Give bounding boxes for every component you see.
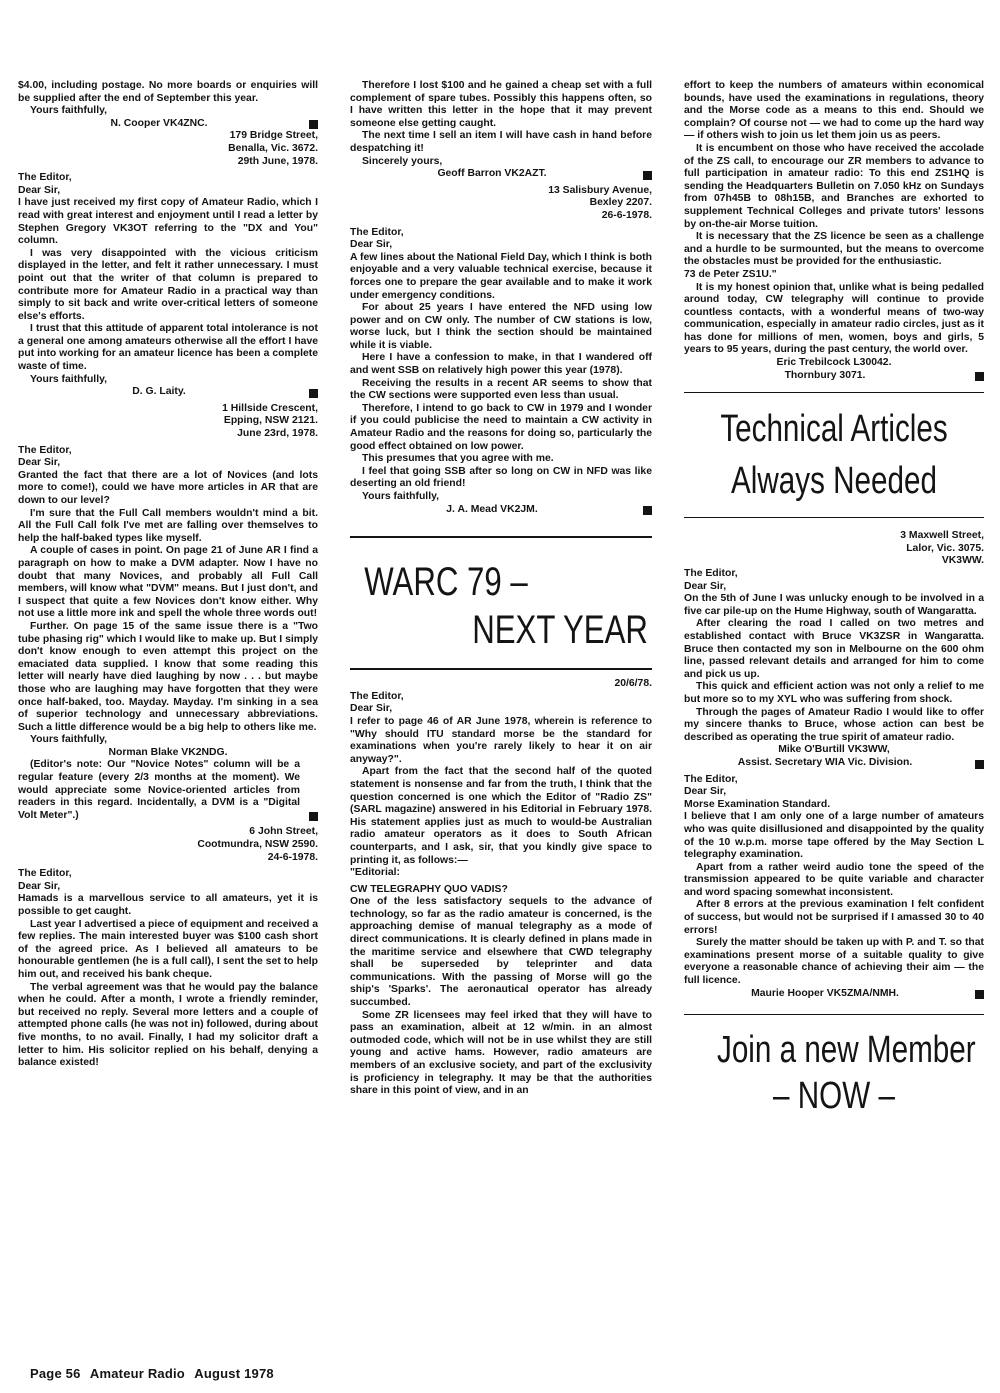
text-paragraph: June 23rd, 1978.	[237, 428, 318, 440]
join-rule-top	[684, 1014, 984, 1015]
warc-banner	[350, 536, 652, 670]
text-paragraph: I feel that going SSB after so long on CW in NFD was like deserting an old friend!	[350, 465, 652, 490]
text-paragraph: 73 de Peter ZS1U."	[684, 268, 777, 280]
text-paragraph: The Editor,	[18, 868, 72, 880]
text-paragraph: Dear Sir,	[18, 457, 61, 469]
text-paragraph: Dear Sir,	[684, 580, 727, 592]
text-paragraph: Apart from a rather weird audio tone the speed of the transmission appeared to be quite variable and character and word spacing somewhat inconsistent.	[684, 861, 984, 898]
text-paragraph: Some ZR licensees may feel irked that they will have to pass an examination, albeit at 12 w/min. in an almost outmoded code, which will not be in use whilst they are still young and active hams. However, radio amateurs are members of an exclusive society, and part of the exclusivity is proficiency in telegraphy. It may be that the authorities share in this point of view, and in an	[350, 1009, 652, 1097]
text-paragraph: Last year I advertised a piece of equipment and received a few replies. The main interested buyer was $100 cash short of the agreed price. As I believed all amateurs to be honourable gentlemen (he is a full call), I sent the set to help him out, and received his bank cheque.	[18, 918, 318, 980]
text-paragraph: I'm sure that the Full Call members wouldn't mind a bit. All the Full Call folk I've met are falling over themselves to help the half-baked types like myself.	[18, 507, 318, 544]
text-paragraph: effort to keep the numbers of amateurs within economical bounds, have used the examinations in regulations, theory and the Morse code as a means to this end. Should we complain? Of course not — we had to come up the hard way — if others wish to join us let them join us as peers.	[684, 80, 984, 142]
warc-title-line2: NEXT YEAR	[472, 608, 648, 653]
text-paragraph: Dear Sir,	[350, 703, 393, 715]
letters-col1	[18, 80, 318, 1070]
text-paragraph: Eric Trebilcock L30042.	[776, 357, 892, 369]
footer-page-number: Page 56	[30, 1366, 81, 1381]
text-paragraph: Surely the matter should be taken up with P. and T. so that examinations present morse of a suitable quality to give everyone a reasonable chance of achieving their aim — the full licence.	[684, 937, 984, 987]
footer-magazine: Amateur Radio	[89, 1366, 185, 1381]
letters-col3-top	[684, 80, 984, 382]
join-title-line2: – NOW –	[773, 1075, 895, 1118]
text-paragraph: 24-6-1978.	[267, 851, 318, 863]
text-paragraph: CW TELEGRAPHY QUO VADIS?	[350, 883, 508, 895]
letters-col2-top	[350, 80, 652, 516]
text-paragraph: Geoff Barron VK2AZT.	[350, 168, 652, 181]
text-paragraph: "Editorial:	[350, 867, 400, 879]
tech-rule-bottom	[684, 517, 984, 518]
text-paragraph: Yours faithfully,	[30, 734, 107, 746]
letters-col3-bottom	[684, 530, 984, 1000]
text-paragraph: 26-6-1978.	[601, 209, 652, 221]
text-paragraph: Norman Blake VK2NDG.	[108, 746, 228, 758]
text-paragraph: I refer to page 46 of AR June 1978, wherein is reference to "Why should ITU standard morse be the standard for examinations when you're rarely likely to hear it on air anyway?".	[350, 715, 652, 765]
column-middle	[350, 80, 652, 1098]
text-paragraph: Dear Sir,	[18, 880, 61, 892]
text-paragraph: The Editor,	[684, 568, 738, 580]
text-paragraph: It is encumbent on those who have received the accolade of the ZS call, to encourage our ZR members to advance to full participation in amateur radio: To this end ZS1HQ is sending the Headquarters Bulletin on 7.050 kHz on Sundays from 07h45B to 08h15B, and Branches are exhorted to supplement Technical Colleges and private tutors' lessons by on-the-air Morse tuition.	[684, 142, 984, 230]
text-paragraph: Receiving the results in a recent AR seems to show that the CW sections were supported even less than usual.	[350, 377, 652, 402]
text-paragraph: This presumes that you agree with me.	[362, 453, 554, 465]
text-paragraph: 1 Hillside Crescent,	[222, 402, 318, 414]
text-paragraph: 3 Maxwell Street,	[900, 530, 984, 542]
text-paragraph: One of the less satisfactory sequels to the advance of technology, so far as the radio amateur is concerned, is the approaching demise of manual telegraphy as a mode of direct communications. It is clearly defined in plans made in the maritime service and elsewhere that CWD telegraphy shall be superseded by teleprinter and data communications. With the passing of Morse will go the ship's 'Sparks'. The aeronautical operator has already succumbed.	[350, 896, 652, 1009]
text-paragraph: The verbal agreement was that he would pay the balance when he could. After a month, I wrote a friendly reminder, but received no reply. Several more letters and a couple of attempted phone calls (he was not in) followed, during about five months, to no avail. Finally, I had my solicitor draft a letter to him. His solicitor replied on his behalf, denying a balance existed!	[18, 981, 318, 1069]
text-paragraph: Therefore, I intend to go back to CW in 1979 and I wonder if you could publicise the need to maintain a CW activity in Amateur Radio and the reasons for doing so, particularly the good effect obtained on low power.	[350, 402, 652, 452]
text-paragraph: VK3WW.	[941, 555, 984, 567]
tech-title-line1: Technical Articles	[720, 408, 948, 451]
text-paragraph: Dear Sir,	[350, 239, 393, 251]
warc-title-line1: WARC 79 –	[364, 560, 528, 605]
text-paragraph: 13 Salisbury Avenue,	[548, 184, 652, 196]
footer-issue: August 1978	[194, 1366, 274, 1381]
text-paragraph: Cootmundra, NSW 2590.	[197, 839, 318, 851]
text-paragraph: It is necessary that the ZS licence be seen as a challenge and a hurdle to be surmounted, but the means to overcome the obstacles must be provided for the enthusiastic.	[684, 231, 984, 268]
text-paragraph: The Editor,	[684, 773, 738, 785]
text-paragraph: Apart from the fact that the second half of the quoted statement is nonsense and far from the truth, I think that the question concerned is one which the Editor of "Radio ZS" (SARL magazine) answered in his Editorial in February 1978. His statement applies just as much to would-be Australian radio amateur operators as it does to South African counterparts, and I ask, sir, that you kindly give space to printing it, as follows:—	[350, 766, 652, 866]
text-paragraph: The Editor,	[350, 226, 404, 238]
text-paragraph: Hamads is a marvellous service to all amateurs, yet it is possible to get caught.	[18, 893, 318, 917]
tech-title-line2: Always Needed	[731, 460, 937, 503]
text-paragraph: I trust that this attitude of apparent total intolerance is not a general one among amateurs otherwise all the effort I have put into working for an amateur licence has been a complete waste of time.	[18, 323, 318, 373]
text-paragraph: I was very disappointed with the vicious criticism displayed in the letter, and felt it rather unnecessary. I must point out that the writer of that column is prepared to contribute more for Amateur Radio in a practical way than simply to sit back and write over-critical letters of someone else's efforts.	[18, 247, 318, 322]
warc-rule-top	[350, 536, 652, 538]
text-paragraph: Yours faithfully,	[30, 105, 107, 117]
text-paragraph: Sincerely yours,	[362, 155, 443, 167]
text-paragraph: I have just received my first copy of Amateur Radio, which I read with great interest and enjoyment until I read a letter by Stephen Gregory VK3OT referring to the "DX and You" column.	[18, 197, 318, 247]
text-paragraph: Epping, NSW 2121.	[223, 415, 318, 427]
text-paragraph: A couple of cases in point. On page 21 of June AR I find a paragraph on how to make a DVM adapter. Now I have no doubt that many Novices, and probably all Full Call members, will know what "DVM" means. But I just don't, and I suspect that quite a few Novices don't know either. Why not use a little more ink and spell the whole three words out!	[18, 545, 318, 620]
text-paragraph: Lalor, Vic. 3075.	[906, 542, 984, 554]
text-paragraph: Further. On page 15 of the same issue there is a "Two tube phasing rig" which I would like to make up. But I simply don't know enough to even attempt this project on the emaciated data supplied. I know that some reading this letter will nearly have died laughing by now . . . but maybe those who are laughing may have forgotten that they were once half-baked, too. Mayday. Mayday. I'm sinking in a sea of superior technology and unnecessary abbreviations. Such a little difference would be a big help to others like me.	[18, 620, 318, 733]
text-paragraph: The Editor,	[18, 444, 72, 456]
text-paragraph: D. G. Laity.	[18, 386, 318, 399]
text-paragraph: Mike O'Burtill VK3WW,	[778, 744, 890, 756]
join-title-line1: Join a new Member	[717, 1029, 976, 1072]
text-paragraph: Maurie Hooper VK5ZMA/NMH.	[684, 988, 984, 1001]
letters-col2-bottom	[350, 678, 652, 1098]
text-paragraph: For about 25 years I have entered the NFD using low power and on CW only. The number of CW stations is low, worse luck, but I think the section should be maintained while it is viable.	[350, 302, 652, 351]
text-paragraph: Through the pages of Amateur Radio I would like to offer my sincere thanks to Bruce, whose action can best be described as operating the true spirit of amateur radio.	[684, 706, 984, 743]
text-paragraph: Yours faithfully,	[362, 491, 439, 502]
tech-rule-top	[684, 392, 984, 393]
column-right	[684, 80, 984, 1119]
text-paragraph: N. Cooper VK4ZNC.	[18, 118, 318, 131]
text-paragraph: On the 5th of June I was unlucky enough to be involved in a five car pile-up on the Hume Highway, south of Wangaratta.	[684, 593, 984, 617]
text-paragraph: Assist. Secretary WIA Vic. Division.	[684, 757, 984, 770]
page-footer	[30, 1366, 280, 1381]
technical-articles-banner	[684, 392, 984, 518]
text-paragraph: This quick and efficient action was not only a relief to me but more so to my XYL who was suffering from shock.	[684, 681, 984, 705]
text-paragraph: After 8 errors at the previous examination I felt confident of success, but would not be surprised if I amassed 30 to 40 errors!	[684, 899, 984, 936]
text-paragraph: A few lines about the National Field Day, which I think is both enjoyable and a very valuable technical exercise, because it forces one to prepare the gear available and to make it work under emergency conditions.	[350, 251, 652, 301]
text-paragraph: After clearing the road I called on two metres and established contact with Bruce VK3ZSR in Wangaratta. Bruce then contacted my son in Melbourne on the 600 ohm line, passed relevant details and arranged for him to come and pick us up.	[684, 618, 984, 680]
text-paragraph: 29th June, 1978.	[237, 155, 318, 167]
text-paragraph: Yours faithfully,	[30, 373, 107, 385]
text-paragraph: The next time I sell an item I will have cash in hand before despatching it!	[350, 130, 652, 154]
text-paragraph: Granted the fact that there are a lot of Novices (and lots more to come!), could we have more articles in AR that are down to our level?	[18, 469, 318, 506]
warc-rule-bottom	[350, 668, 652, 670]
text-paragraph: The Editor,	[350, 690, 404, 702]
text-paragraph: I believe that I am only one of a large number of amateurs who was quite disillusioned and disappointed by the quality of the 10 w.p.m. morse tape offered by the May Section L telegraphy examination.	[684, 811, 984, 861]
text-paragraph: Therefore I lost $100 and he gained a cheap set with a full complement of spare tubes. Possibly this happens often, so I have written this letter in the hope that it may prevent someone else getting caught.	[350, 80, 652, 129]
text-paragraph: Morse Examination Standard.	[684, 798, 831, 810]
text-paragraph: 20/6/78.	[614, 678, 652, 690]
text-paragraph: (Editor's note: Our "Novice Notes" column will be a regular feature (every 2/3 months at the moment). We would appreciate some Novice-oriented articles from readers in this regard. Incidentally, a DVM is a "Digital Volt Meter".)	[18, 759, 318, 822]
text-paragraph: Here I have a confession to make, in that I wandered off and went SSB on relatively high power this year (1978).	[350, 352, 652, 377]
text-paragraph: The Editor,	[18, 172, 72, 184]
text-paragraph: 179 Bridge Street,	[229, 130, 318, 142]
text-paragraph: J. A. Mead VK2JM.	[350, 504, 652, 517]
text-paragraph: Benalla, Vic. 3672.	[228, 142, 318, 154]
text-paragraph: Dear Sir,	[18, 184, 61, 196]
text-paragraph: 6 John Street,	[249, 826, 318, 838]
text-paragraph: Dear Sir,	[684, 786, 727, 798]
text-paragraph: Thornbury 3071.	[684, 370, 984, 383]
text-paragraph: Bexley 2207.	[589, 197, 652, 209]
text-paragraph: It is my honest opinion that, unlike what is being pedalled around today, CW telegraphy will continue to provide countless contacts, with a wonderful means of two-way communication, especially in amateur radio circles, just as it has done for millions of men, women, boys and girls, 5 years to 95 years, during the past century, the world over.	[684, 281, 984, 356]
column-left	[18, 80, 318, 1070]
text-paragraph: $4.00, including postage. No more boards or enquiries will be supplied after the end of September this year.	[18, 80, 318, 104]
join-banner	[684, 1014, 984, 1119]
